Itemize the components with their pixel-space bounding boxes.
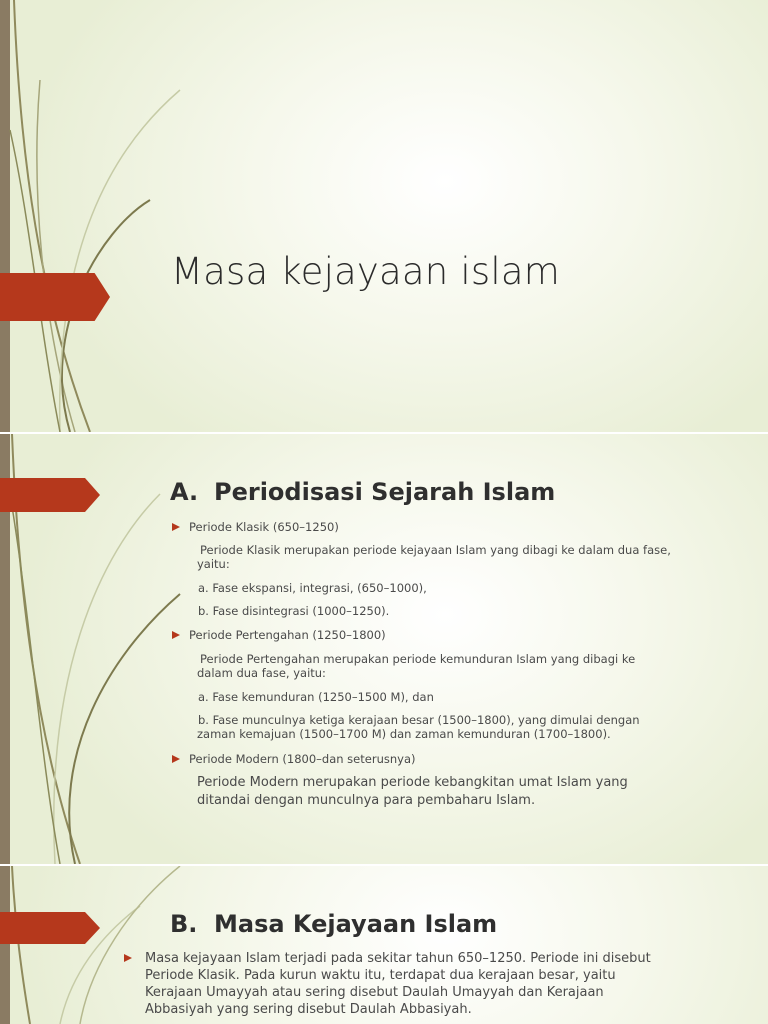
bullet-text: Periode Modern (1800–dan seterusnya) bbox=[189, 752, 416, 766]
bullet-arrow-icon bbox=[172, 631, 180, 639]
slide-title-text: Masa kejayaan islam bbox=[171, 250, 560, 293]
sub-item: b. Fase munculnya ketiga kerajaan besar (1500–1800), yang dimulai dengan bbox=[198, 713, 640, 727]
text-line: zaman kemajuan (1500–1700 M) dan zaman kemunduran (1700–1800). bbox=[197, 727, 611, 741]
bullet-text: Periode Klasik (650–1250) bbox=[189, 520, 339, 534]
bullet-text: Periode Pertengahan (1250–1800) bbox=[189, 628, 386, 642]
slide-masa-kejayaan bbox=[0, 866, 768, 1024]
text-line: Periode Klasik merupakan periode kejayaan Islam yang dibagi ke dalam dua fase, bbox=[200, 543, 671, 557]
section-number: A. bbox=[170, 478, 199, 506]
text-line: Masa kejayaan Islam terjadi pada sekitar tahun 650–1250. Periode ini disebut bbox=[145, 951, 651, 966]
list-item bbox=[172, 752, 415, 766]
text-line: ditandai dengan munculnya para pembaharu Islam. bbox=[197, 793, 536, 808]
text-line: Periode Pertengahan merupakan periode kemunduran Islam yang dibagi ke bbox=[200, 652, 636, 666]
text-line: yaitu: bbox=[197, 557, 230, 571]
text-line: Periode Klasik. Pada kurun waktu itu, terdapat dua kerajaan besar, yaitu bbox=[145, 968, 616, 983]
slide-title bbox=[0, 0, 768, 432]
text-line: Periode Modern merupakan periode kebangkitan umat Islam yang bbox=[197, 775, 628, 790]
list-item bbox=[124, 950, 144, 962]
list-item bbox=[172, 628, 386, 642]
slide-periodisasi bbox=[0, 434, 768, 864]
accent-arrow bbox=[0, 912, 100, 944]
sub-item: a. Fase kemunduran (1250–1500 M), dan bbox=[198, 690, 434, 704]
section-number: B. bbox=[170, 910, 198, 938]
list-item bbox=[172, 520, 339, 534]
accent-arrow bbox=[0, 273, 110, 321]
bullet-arrow-icon bbox=[172, 523, 180, 531]
bullet-arrow-icon bbox=[124, 954, 132, 962]
decorative-curves bbox=[0, 0, 200, 432]
paragraph bbox=[197, 557, 230, 571]
text-line: Kerajaan Umayyah atau sering disebut Daulah Umayyah dan Kerajaan bbox=[145, 985, 604, 1000]
text-line: dalam dua fase, yaitu: bbox=[197, 666, 326, 680]
sub-item: b. Fase disintegrasi (1000–1250). bbox=[198, 604, 390, 618]
section-title-text: Periodisasi Sejarah Islam bbox=[214, 478, 556, 506]
side-bar bbox=[0, 0, 10, 432]
paragraph bbox=[200, 543, 671, 557]
section-title-text: Masa Kejayaan Islam bbox=[214, 910, 498, 938]
side-bar bbox=[0, 866, 10, 1024]
section-title bbox=[170, 910, 497, 938]
sub-item: a. Fase ekspansi, integrasi, (650–1000), bbox=[198, 581, 427, 595]
text-line: Abbasiyah yang sering disebut Daulah Abbasiyah. bbox=[145, 1002, 472, 1017]
section-title bbox=[170, 478, 555, 506]
accent-arrow bbox=[0, 478, 100, 512]
bullet-arrow-icon bbox=[172, 755, 180, 763]
